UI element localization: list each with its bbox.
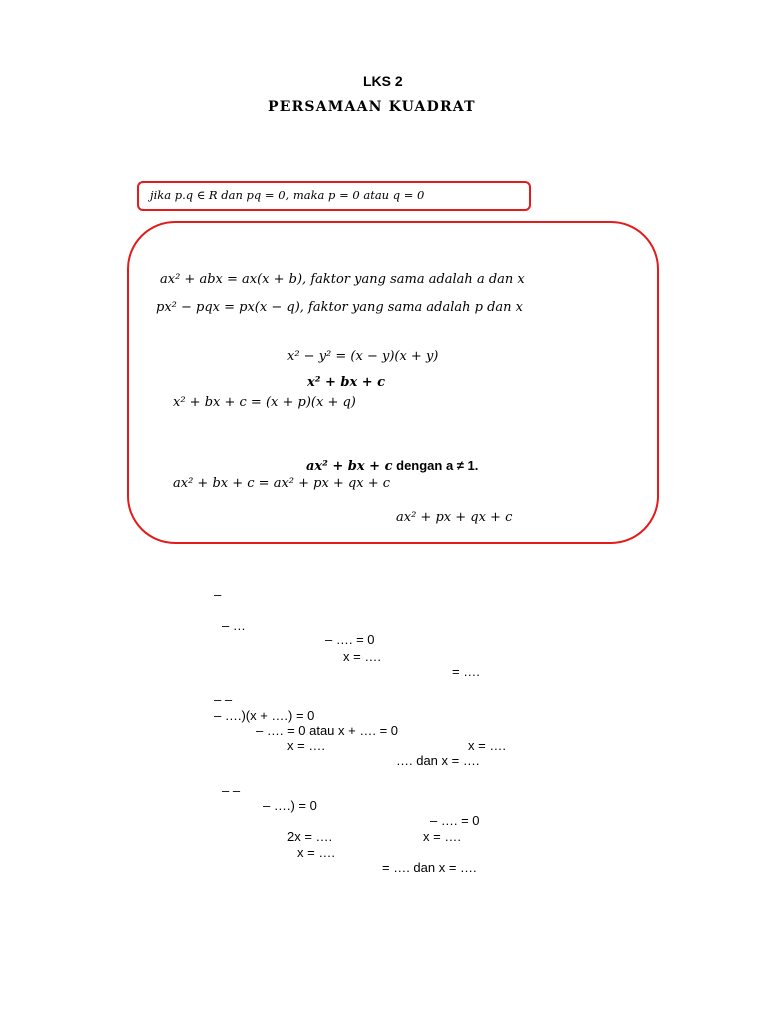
exercise1-line2: – … [222, 618, 246, 633]
exercise2-line1: – – [214, 692, 233, 707]
general-trinomial-split-result: ax² + px + qx + c [396, 510, 513, 525]
trinomial-heading: x² + bx + c [307, 375, 386, 390]
exercise1-line5: = …. [452, 664, 480, 679]
general-trinomial-formula: ax² + bx + c [306, 459, 393, 474]
exercise3-line3: – …. = 0 [430, 813, 480, 828]
trinomial-factorization: x² + bx + c = (x + p)(x + q) [173, 395, 356, 410]
exercise3-line5: x = …. [297, 845, 335, 860]
exercise2-line3: – …. = 0 atau x + …. = 0 [256, 723, 398, 738]
common-factor-rule-a: ax² + abx = ax(x + b), faktor yang sama adalah a dan x [160, 272, 525, 287]
exercise2-line5: …. dan x = …. [396, 753, 480, 768]
exercise1-line4: x = …. [343, 649, 381, 664]
page-title: LKS 2 [363, 73, 403, 89]
exercise3-line2: – ….) = 0 [263, 798, 317, 813]
page-subtitle: PERSAMAAN KUADRAT [268, 99, 476, 115]
exercise3-line1: – – [222, 783, 241, 798]
exercise3-line6: = …. dan x = …. [382, 860, 477, 875]
exercise2-line2: – ….)(x + ….) = 0 [214, 708, 315, 723]
common-factor-rule-p: px² − pqx = px(x − q), faktor yang sama adalah p dan x [156, 300, 524, 315]
exercise1-line1: – [214, 587, 222, 602]
rule-text: jika p.q ∈ R dan pq = 0, maka p = 0 atau q = 0 [150, 188, 425, 202]
difference-of-squares: x² − y² = (x − y)(x + y) [287, 349, 439, 364]
theory-box [127, 221, 659, 544]
exercise2-line4a: x = …. [287, 738, 325, 753]
general-trinomial-condition: dengan a ≠ 1. [392, 458, 479, 473]
exercise1-line3: – …. = 0 [325, 632, 375, 647]
general-trinomial-heading [306, 457, 478, 475]
general-trinomial-split: ax² + bx + c = ax² + px + qx + c [173, 476, 391, 491]
exercise2-line4b: x = …. [468, 738, 506, 753]
exercise3-line4b: x = …. [423, 829, 461, 844]
exercise3-line4a: 2x = …. [287, 829, 333, 844]
